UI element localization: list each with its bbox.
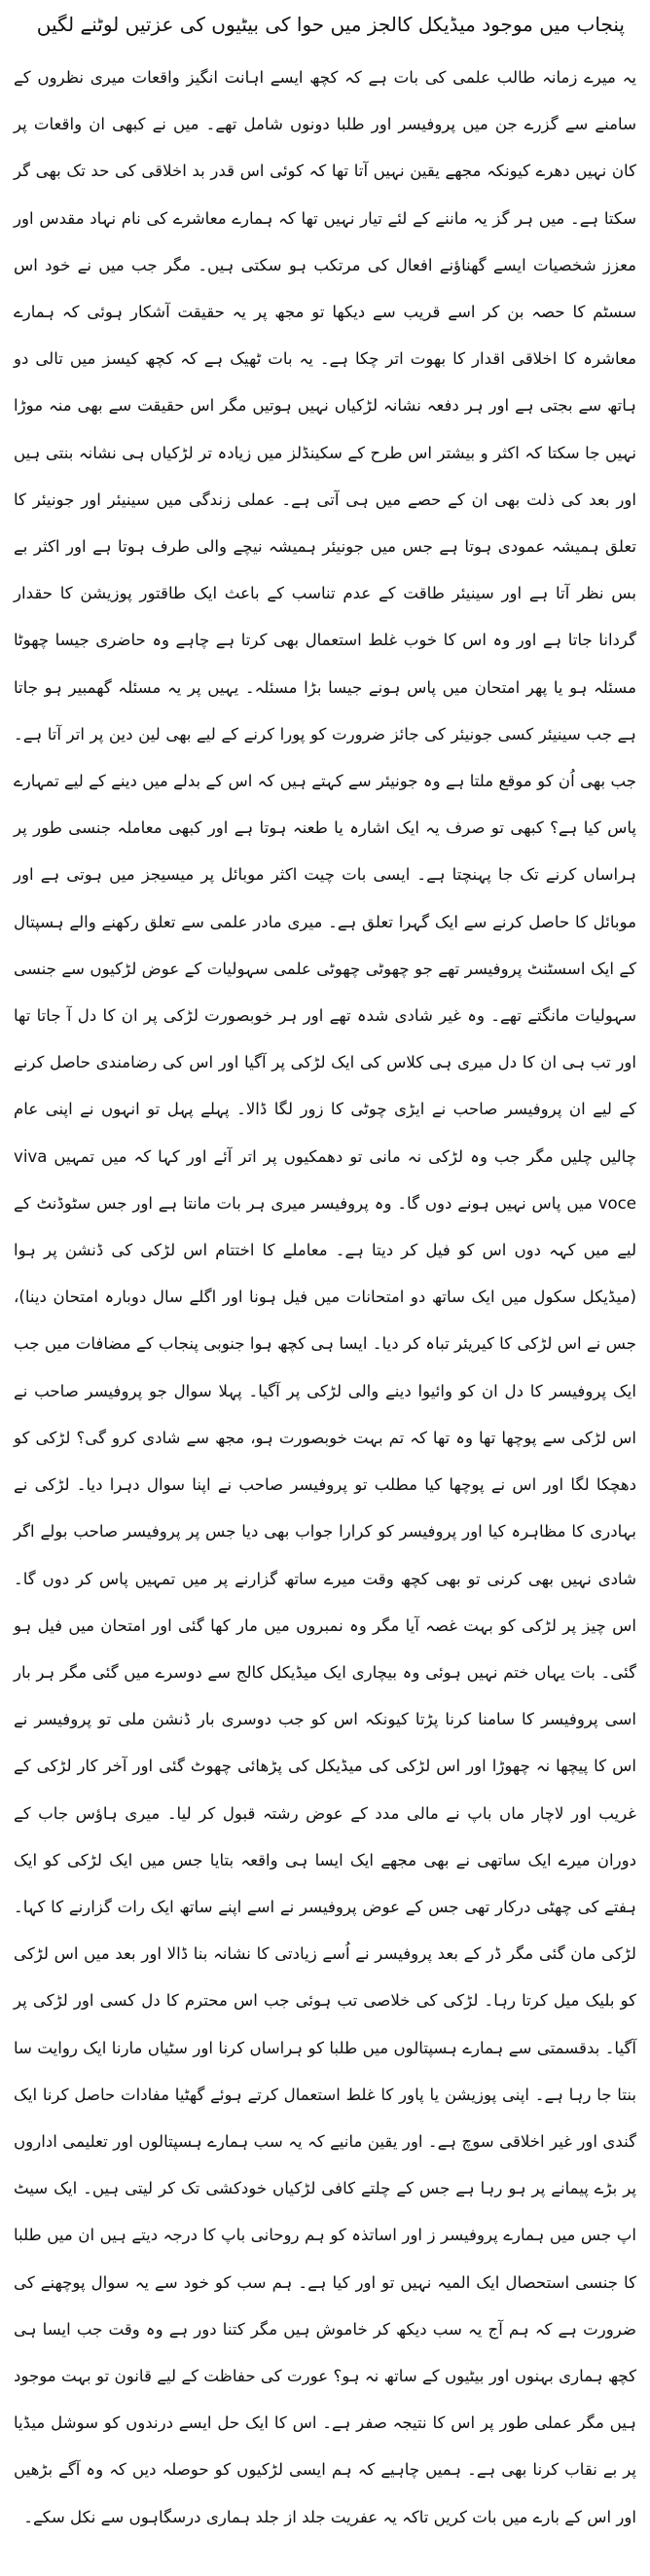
article-body: یہ میرے زمانہ طالب علمی کی بات ہے کہ کچھ ایسے اہانت انگیز واقعات میری نظروں کے سامنے سے گزرے جن میں پروفیسر اور طلبا دونوں شامل تھے۔ میں نے کبھی ان واقعات پر کان نہیں دھرے کیونکہ مجھے یقین نہیں آتا تھا کہ کوئی اس قدر بد اخلاقی کی حد تک بھی گر سکتا ہے۔ میں ہر گز یہ ماننے کے لئے تیار نہیں تھا کہ ہمارے معاشرے کی نام نہاد مقدس اور معزز شخصیات ایسے گھناؤنے افعال کی مرتکب ہو سکتی ہیں۔ مگر جب میں نے خود اس سسٹم کا حصہ بن کر اسے قریب سے دیکھا تو مجھ پر یہ حقیقت آشکار ہوئی کہ ہمارے معاشرہ کا اخلاقی اقدار کا بھوت اتر چکا ہے۔ یہ بات ٹھیک ہے کہ کچھ کیسز میں تالی دو ہاتھ سے بجتی ہے اور ہر دفعہ نشانہ لڑکیاں نہیں ہوتیں مگر اس حقیقت سے بھی منہ موڑا نہیں جا سکتا کہ اکثر و بیشتر اس طرح کے سکینڈلز میں زیادہ تر لڑکیاں ہی نشانہ بنتی ہیں اور بعد کی ذلت بھی ان کے حصے میں ہی آتی ہے۔ عملی زندگی میں سینیئر اور جونیئر کا تعلق ہمیشہ عمودی ہوتا ہے جس میں جونیئر ہمیشہ نیچے والی طرف ہوتا ہے اور اکثر بے بس نظر آتا ہے اور سینیئر طاقت کے عدم تناسب کے باعث ایک طاقتور پوزیشن کا حقدار گردانا جاتا ہے اور وہ اس کا خوب غلط استعمال بھی کرتا ہے چاہے وہ حاضری جیسا چھوٹا مسئلہ ہو یا پھر امتحان میں پاس ہونے جیسا بڑا مسئلہ۔ یہیں پر یہ مسئلہ گھمبیر ہو جاتا ہے جب سینیئر کسی جونیئر کی جائز ضرورت کو پورا کرنے کے لیے بھی لین دین پر اتر آتا ہے۔ جب بھی اُن کو موقع ملتا ہے وہ جونیئر سے کہتے ہیں کہ اس کے بدلے میں دینے کے لیے تمہارے پاس کیا ہے؟ کبھی تو صرف یہ ایک اشارہ یا طعنہ ہوتا ہے اور کبھی معاملہ جنسی طور پر ہراساں کرنے تک جا پہنچتا ہے۔ ایسی بات چیت اکثر موبائل پر میسیجز میں ہوتی ہے اور موبائل کا حاصل کرنے سے ایک گہرا تعلق ہے۔ میری مادر علمی سے تعلق رکھنے والے ہسپتال کے ایک اسسٹنٹ پروفیسر تھے جو چھوٹی چھوٹی علمی سہولیات کے عوض لڑکیوں سے جنسی سہولیات مانگتے تھے۔ وہ غیر شادی شدہ تھے اور ہر خوبصورت لڑکی پر ان کا دل آ جاتا تھا اور تب ہی ان کا دل میری ہی کلاس کی ایک لڑکی پر آگیا اور اس کی رضامندی حاصل کرنے کے لیے ان پروفیسر صاحب نے ایڑی چوٹی کا زور لگا ڈالا۔ پہلے پہل تو انہوں نے اپنی عام چالیں چلیں مگر جب وہ لڑکی نہ مانی تو دھمکیوں پر اتر آئے اور کہا کہ میں تمہیں viva voce میں پاس نہیں ہونے دوں گا۔ وہ پروفیسر میری ہر بات مانتا ہے اور جس سٹوڈنٹ کے لیے میں کہہ دوں اس کو فیل کر دیتا ہے۔ معاملے کا اختتام اس لڑکی کی ڈنشن پر ہوا (میڈیکل سکول میں ایک ساتھ دو امتحانات میں فیل ہونا اور اگلے سال دوبارہ امتحان دینا)، جس نے اس لڑکی کا کیریئر تباہ کر دیا۔ ایسا ہی کچھ ہوا جنوبی پنجاب کے مضافات میں جب ایک پروفیسر کا دل ان کو وائیوا دینے والی لڑکی پر آگیا۔ پہلا سوال جو پروفیسر صاحب نے اس لڑکی سے پوچھا تھا وہ تھا کہ تم بہت خوبصورت ہو، مجھ سے شادی کرو گی؟ لڑکی کو دھچکا لگا اور اس نے پوچھا کیا مطلب تو پروفیسر صاحب نے اپنا سوال دہرا دیا۔ لڑکی نے بہادری کا مظاہرہ کیا اور پروفیسر کو کرارا جواب بھی دیا جس پر پروفیسر صاحب بولے اگر شادی نہیں بھی کرنی تو بھی کچھ وقت میرے ساتھ گزارنے پر میں تمہیں پاس کر دوں گا۔ اس چیز پر لڑکی کو بہت غصہ آیا مگر وہ نمبروں میں مار کھا گئی اور امتحان میں فیل ہو گئی۔ بات یہاں ختم نہیں ہوئی وہ بیچاری ایک میڈیکل کالج سے دوسرے میں گئی مگر ہر بار اسی پروفیسر کا سامنا کرنا پڑتا کیونکہ اس کو جب دوسری بار ڈنشن ملی تو پروفیسر نے اس کا پیچھا نہ چھوڑا اور اس لڑکی کی میڈیکل کی پڑھائی چھوٹ گئی اور آخر کار لڑکی کے غریب اور لاچار ماں باپ نے مالی مدد کے عوض رشتہ قبول کر لیا۔ میری ہاؤس جاب کے دوران میرے ایک ساتھی نے بھی مجھے ایک ایسا ہی واقعہ بتایا جس میں ایک لڑکی کو ایک ہفتے کی چھٹی درکار تھی جس کے عوض پروفیسر نے اسے اپنے ساتھ ایک رات گزارنے کا کہا۔ لڑکی مان گئی مگر ڈر کے بعد پروفیسر نے اُسے زیادتی کا نشانہ بنا ڈالا اور بعد میں اس لڑکی کو بلیک میل کرتا رہا۔ لڑکی کی خلاصی تب ہوئی جب اس محترم کا دل کسی اور لڑکی پر آگیا۔ بدقسمتی سے ہمارے ہسپتالوں میں طلبا کو ہراساں کرنا اور سٹیاں مارنا ایک روایت سا بنتا جا رہا ہے۔ اپنی پوزیشن یا پاور کا غلط استعمال کرتے ہوئے گھٹیا مفادات حاصل کرنا ایک گندی اور غیر اخلاقی سوچ ہے۔ اور یقین مانیے کہ یہ سب ہمارے ہسپتالوں اور تعلیمی اداروں پر بڑے پیمانے پر ہو رہا ہے جس کے چلتے کافی لڑکیاں خودکشی تک کر لیتی ہیں۔ ایک سیٹ اپ جس میں ہمارے پروفیسر ز اور اساتذہ کو ہم روحانی باپ کا درجہ دیتے ہیں ان میں طلبا کا جنسی استحصال ایک المیہ نہیں تو اور کیا ہے۔ ہم سب کو خود سے یہ سوال پوچھنے کی ضرورت ہے کہ ہم آج یہ سب دیکھ کر خاموش ہیں مگر کتنا دور ہے وہ وقت جب ایسا ہی کچھ ہماری بہنوں اور بیٹیوں کے ساتھ نہ ہو؟ عورت کی حفاظت کے لیے قانون تو بہت موجود ہیں مگر عملی طور پر اس کا نتیجہ صفر ہے۔ اس کا ایک حل ایسے درندوں کو سوشل میڈیا پر بے نقاب کرنا بھی ہے۔ ہمیں چاہیے کہ ہم ایسی لڑکیوں کو حوصلہ دیں کہ وہ آگے بڑھیں اور اس کے بارے میں بات کریں تاکہ یہ عفریت جلد از جلد ہماری درسگاہوں سے نکل سکے۔ bbox=[14, 68, 636, 2526]
article-headline: پنجاب میں موجود میڈیکل کالجز میں حوا کی بیٹیوں کی عزتیں لوٹنے لگیں bbox=[36, 13, 625, 36]
